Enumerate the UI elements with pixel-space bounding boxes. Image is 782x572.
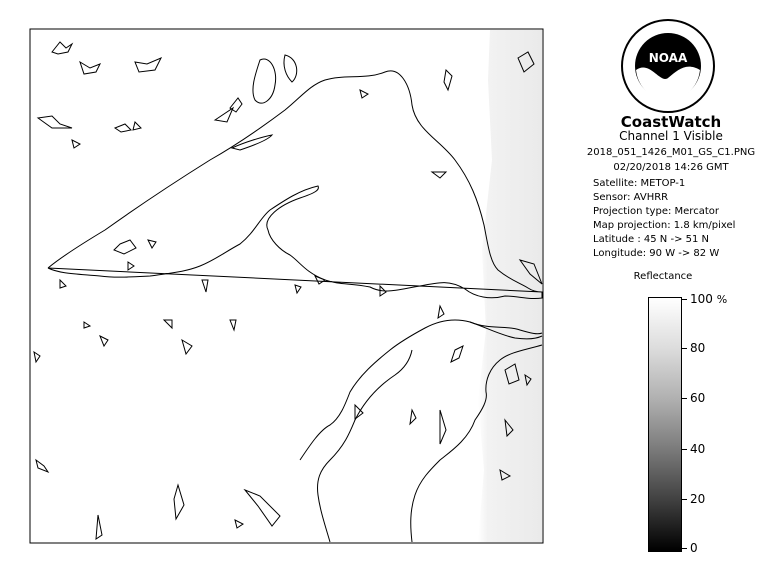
colorbar-tick-label-20: 20 xyxy=(690,492,706,506)
metadata-map-projection: Map projection: 1.8 km/pixel xyxy=(593,220,736,231)
metadata-latitude: Latitude : 45 N -> 51 N xyxy=(593,234,710,245)
metadata-longitude: Longitude: 90 W -> 82 W xyxy=(593,248,720,259)
colorbar-tick xyxy=(681,548,687,549)
colorbar-tick xyxy=(681,398,687,399)
noaa-logo-text: NOAA xyxy=(648,51,688,65)
colorbar-tick-label-0: 0 xyxy=(690,541,698,555)
colorbar-tick xyxy=(681,449,687,450)
metadata-sensor: Sensor: AVHRR xyxy=(593,192,669,203)
colorbar-tick-label-60: 60 xyxy=(690,391,706,405)
colorbar-tick xyxy=(681,499,687,500)
metadata-projection-type: Projection type: Mercator xyxy=(593,206,719,217)
colorbar-tick xyxy=(681,348,687,349)
app-title: CoastWatch xyxy=(620,113,722,131)
map-frame xyxy=(30,29,543,543)
metadata-satellite: Satellite: METOP-1 xyxy=(593,178,686,189)
colorbar-unit: % xyxy=(716,293,728,306)
colorbar xyxy=(648,297,682,552)
info-panel xyxy=(560,0,782,572)
colorbar-tick-label-80: 80 xyxy=(690,341,706,355)
metadata-list xyxy=(560,177,782,261)
noaa-logo xyxy=(620,18,716,114)
channel-label: Channel 1 Visible xyxy=(619,129,723,143)
filename: 2018_051_1426_M01_GS_C1.PNG xyxy=(586,147,756,158)
colorbar-tick-label-100: 100 % xyxy=(690,292,728,306)
colorbar-tick-label-40: 40 xyxy=(690,442,706,456)
colorbar-tick xyxy=(681,299,687,300)
colorbar-title: Reflectance xyxy=(633,271,693,282)
datetime: 02/20/2018 14:26 GMT xyxy=(613,162,729,173)
